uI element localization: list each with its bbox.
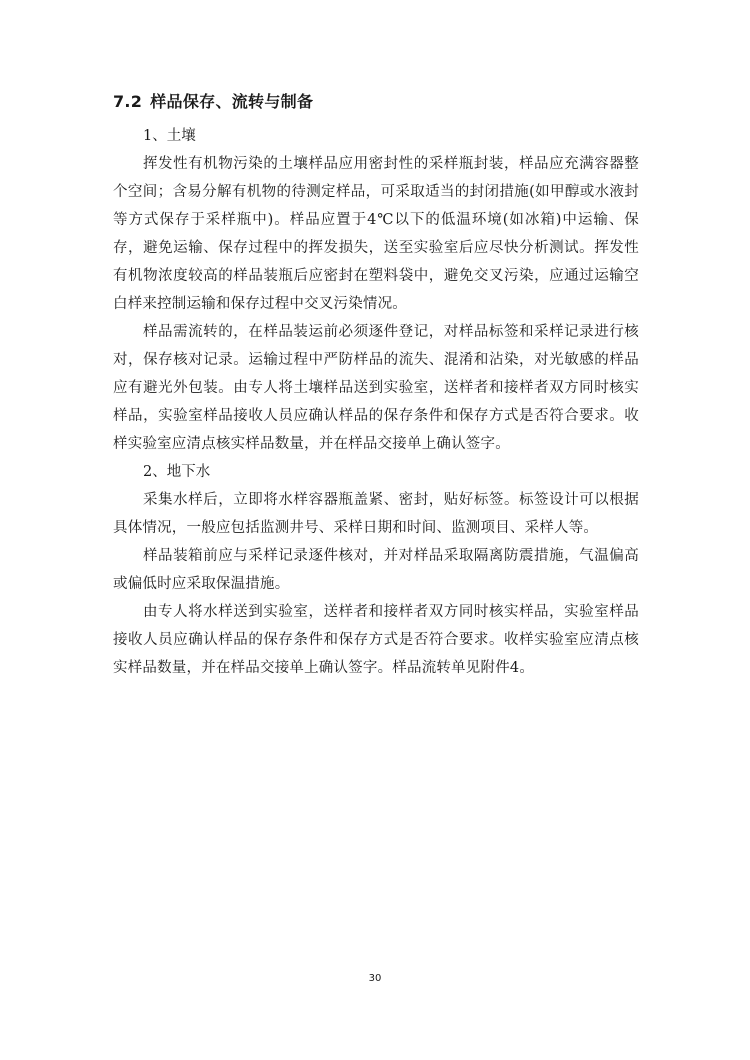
- section-number: 7.2: [113, 92, 143, 111]
- section-heading: [113, 91, 639, 113]
- groundwater-subheading: 2、地下水: [143, 464, 211, 480]
- groundwater-paragraph-1: 采集水样后，立即将水样容器瓶盖紧、密封，贴好标签。标签设计可以根据具体情况，一般应包括监测井号、采样日期和时间、监测项目、采样人等。: [113, 492, 639, 536]
- soil-subheading: 1、土壤: [143, 128, 196, 144]
- groundwater-paragraph-3: 由专人将水样送到实验室，送样者和接样者双方同时核实样品，实验室样品接收人员应确认样品的保存条件和保存方式是否符合要求。收样实验室应清点核实样品数量，并在样品交接单上确认签字。样品流转单见附件4。: [113, 604, 639, 676]
- page-number: 30: [368, 973, 382, 984]
- soil-paragraph-2: 样品需流转的，在样品装运前必须逐件登记，对样品标签和采样记录进行核对，保存核对记录。运输过程中严防样品的流失、混淆和沾染，对光敏感的样品应有避光外包装。由专人将土壤样品送到实验室，送样者和接样者双方同时核实样品，实验室样品接收人员应确认样品的保存条件和保存方式是否符合要求。收样实验室应清点核实样品数量，并在样品交接单上确认签字。: [113, 324, 639, 452]
- section-title: 样品保存、流转与制备: [150, 92, 314, 111]
- soil-paragraph-1: 挥发性有机物污染的土壤样品应用密封性的采样瓶封装，样品应充满容器整个空间；含易分解有机物的待测定样品，可采取适当的封闭措施(如甲醇或水液封等方式保存于采样瓶中)。样品应置于4℃以下的低温环境(如冰箱)中运输、保存，避免运输、保存过程中的挥发损失，送至实验室后应尽快分析测试。挥发性有机物浓度较高的样品装瓶后应密封在塑料袋中，避免交叉污染，应通过运输空白样来控制运输和保存过程中交叉污染情况。: [113, 156, 639, 312]
- page-content: [113, 91, 639, 682]
- groundwater-paragraph-2: 样品装箱前应与采样记录逐件核对，并对样品采取隔离防震措施，气温偏高或偏低时应采取保温措施。: [113, 548, 639, 592]
